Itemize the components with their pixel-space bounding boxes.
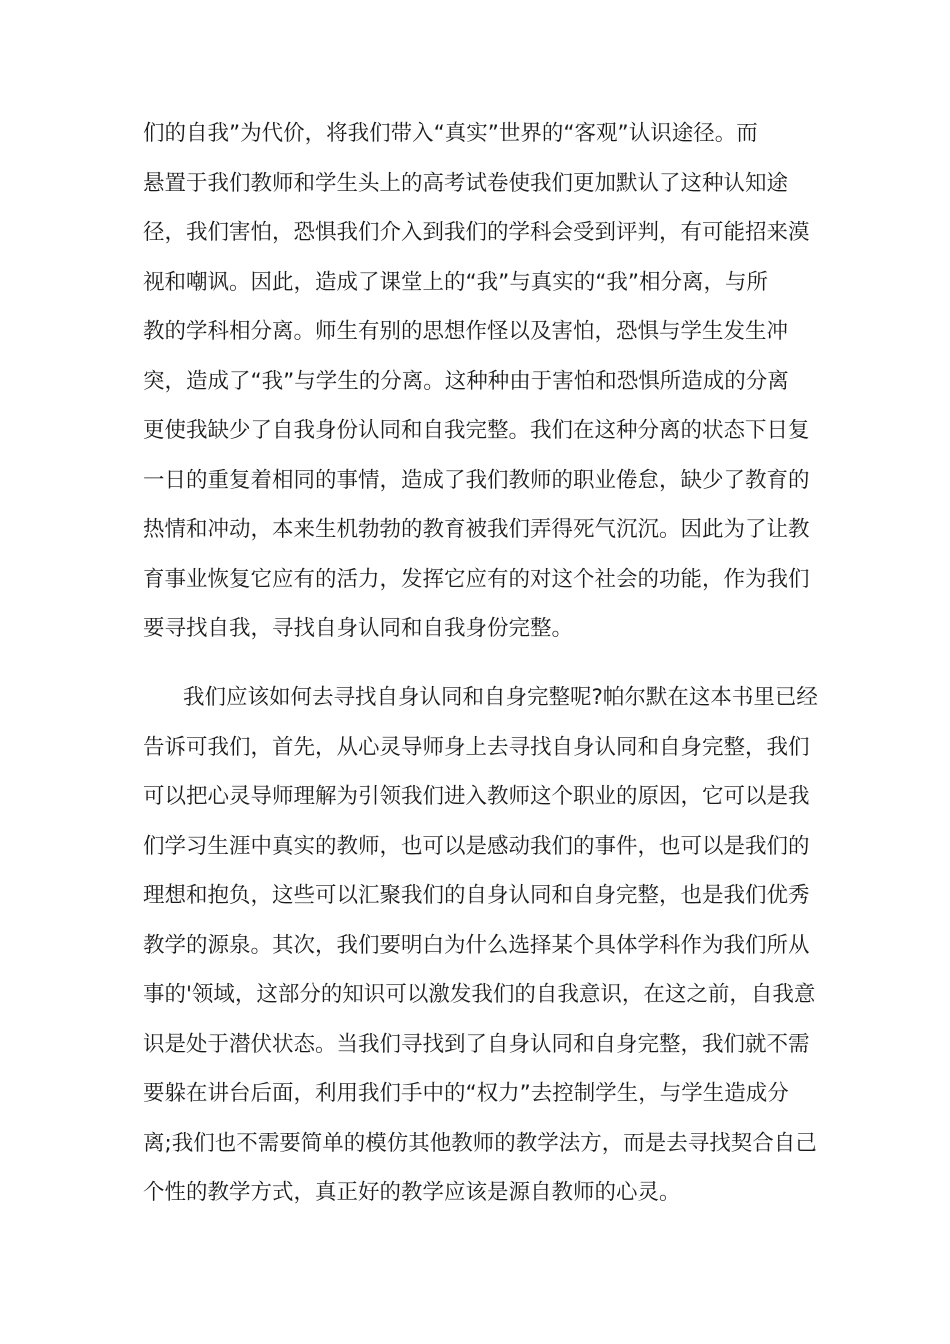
text-line: 要躲在讲台后面，利用我们手中的“权力”去控制学生，与学生造成分 (143, 1081, 789, 1106)
text-line: 个性的教学方式，真正好的教学应该是源自教师的心灵。 (143, 1180, 681, 1205)
text-line: 一日的重复着相同的事情，造成了我们教师的职业倦怠，缺少了教育的 (143, 468, 810, 493)
text-line: 们学习生涯中真实的教师，也可以是感动我们的事件，也可以是我们的 (143, 834, 810, 859)
text-line: 可以把心灵导师理解为引领我们进入教师这个职业的原因，它可以是我 (143, 784, 810, 809)
text-line: 教学的源泉。其次，我们要明白为什么选择某个具体学科作为我们所从 (143, 933, 810, 958)
text-line: 悬置于我们教师和学生头上的高考试卷使我们更加默认了这种认知途 (143, 171, 789, 196)
text-line: 们的自我”为代价，将我们带入“真实”世界的“客观”认识途径。而 (143, 121, 758, 146)
text-line: 育事业恢复它应有的活力，发挥它应有的对这个社会的功能，作为我们 (143, 567, 810, 592)
text-line: 教的学科相分离。师生有别的思想作怪以及害怕，恐惧与学生发生冲 (143, 319, 789, 344)
text-line: 识是处于潜伏状态。当我们寻找到了自身认同和自身完整，我们就不需 (143, 1032, 810, 1057)
text-line: 告诉可我们，首先，从心灵导师身上去寻找自身认同和自身完整，我们 (143, 735, 810, 760)
text-line: 更使我缺少了自我身份认同和自我完整。我们在这种分离的状态下日复 (143, 418, 810, 443)
text-line: 视和嘲讽。因此，造成了课堂上的“我”与真实的“我”相分离，与所 (143, 270, 769, 295)
text-line: 突，造成了“我”与学生的分离。这种种由于害怕和恐惧所造成的分离 (143, 369, 789, 394)
text-line: 事的'领域，这部分的知识可以激发我们的自我意识，在这之前，自我意 (143, 982, 816, 1007)
text-line: 径，我们害怕，恐惧我们介入到我们的学科会受到评判，有可能招来漠 (143, 220, 810, 245)
text-line: 我们应该如何去寻找自身认同和自身完整呢?帕尔默在这本书里已经 (183, 685, 818, 710)
text-line: 理想和抱负，这些可以汇聚我们的自身认同和自身完整，也是我们优秀 (143, 883, 810, 908)
text-line: 离;我们也不需要简单的模仿其他教师的教学法方，而是去寻找契合自己 (143, 1131, 817, 1156)
text-line: 要寻找自我，寻找自身认同和自我身份完整。 (143, 616, 574, 641)
text-line: 热情和冲动，本来生机勃勃的教育被我们弄得死气沉沉。因此为了让教 (143, 517, 810, 542)
